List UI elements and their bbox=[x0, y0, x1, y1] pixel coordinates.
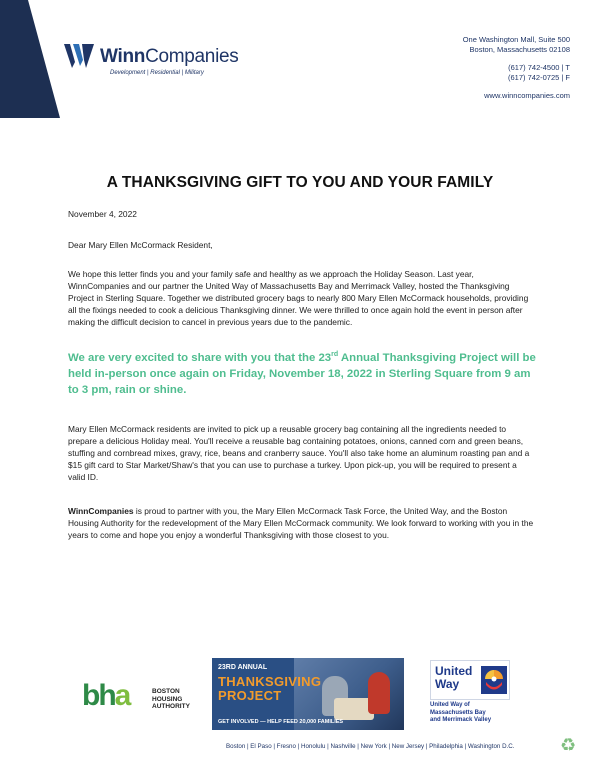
phone-number: (617) 742-4500 | T bbox=[508, 63, 570, 72]
winn-w-mark-icon bbox=[64, 44, 94, 68]
recycle-icon: ♻ bbox=[560, 735, 577, 755]
address-line-1: One Washington Mall, Suite 500 bbox=[462, 35, 570, 44]
united-way-wordmark: United Way bbox=[435, 664, 473, 691]
paragraph-closing: WinnCompanies is proud to partner with you, the Mary Ellen McCormack Task Force, the United Way, and the Boston Housing Authority for the redevelopment of the Mary Ellen McCormack community. We look forward to working with you in the years to come and hope you enjoy a wonderful Thanksgiving with those closest to you. bbox=[68, 506, 534, 540]
company-address bbox=[463, 35, 570, 101]
paragraph-intro: We hope this letter finds you and your family safe and healthy as we approach the Holiday Season. Last year, WinnCompanies and our partner the United Way of Massachusetts Bay and Merrimack Valley, hosted the Thanksgiving Project in Sterling Square. Together we distributed grocery bags to nearly 800 Mary Ellen McCormack households, providing all the fixings needed to cook a delicious Thanksgiving dinner. We were thrilled to once again hold the event in person after making the difficult decision to cancel in previous years due to the pandemic. bbox=[68, 269, 529, 327]
united-way-hand-icon bbox=[481, 666, 507, 694]
paragraph-details: Mary Ellen McCormack residents are invited to pick up a reusable grocery bag containing all the ingredients needed to prepare a delicious Holiday meal. You'll receive a reusable bag containing potatoes, onions, canned corn and green beans, stuffing and cornbread mixes, gravy, rice, beans and cranberry sauce. You'll also take home an aluminum roasting pan and a $15 gift card to Star Market/Shaw's that you can use to purchase a turkey. Upon pick-up, you will be required to present a valid ID. bbox=[68, 424, 530, 482]
website-link[interactable]: www.winncompanies.com bbox=[484, 91, 570, 100]
banner-tagline: GET INVOLVED — HELP FEED 20,000 FAMILIES bbox=[218, 719, 344, 725]
thanksgiving-project-banner bbox=[212, 658, 404, 730]
corner-decoration bbox=[0, 0, 60, 118]
fax-number: (617) 742-0725 | F bbox=[508, 72, 570, 82]
company-tagline: Development | Residential | Military bbox=[110, 70, 204, 76]
letter-salutation: Dear Mary Ellen McCormack Resident, bbox=[68, 240, 213, 250]
office-cities: Boston | El Paso | Fresno | Honolulu | Nashville | New York | New Jersey | Philadelphia | Washington D.C. bbox=[226, 743, 515, 750]
event-announcement: We are very excited to share with you that the 23rd Annual Thanksgiving Project will be held in-person once again on Friday, November 18, 2022 in Sterling Square from 9 am to 3 pm, rain or shine. bbox=[68, 351, 536, 396]
united-way-subtitle: United Way of Massachusetts Bay and Merrimack Valley bbox=[430, 702, 492, 723]
company-name: WinnCompanies bbox=[100, 46, 239, 67]
banner-annual: 23RD ANNUAL bbox=[218, 664, 268, 671]
bha-letters: bha bbox=[82, 679, 130, 712]
partner-logos bbox=[0, 650, 600, 730]
letter-date: November 4, 2022 bbox=[68, 209, 137, 219]
banner-title: THANKSGIVING PROJECT bbox=[218, 674, 322, 703]
address-line-2: Boston, Massachusetts 02108 bbox=[469, 44, 570, 54]
letter-title: A THANKSGIVING GIFT TO YOU AND YOUR FAMILY bbox=[106, 174, 494, 191]
bha-name: BOSTON HOUSING AUTHORITY bbox=[152, 688, 190, 710]
